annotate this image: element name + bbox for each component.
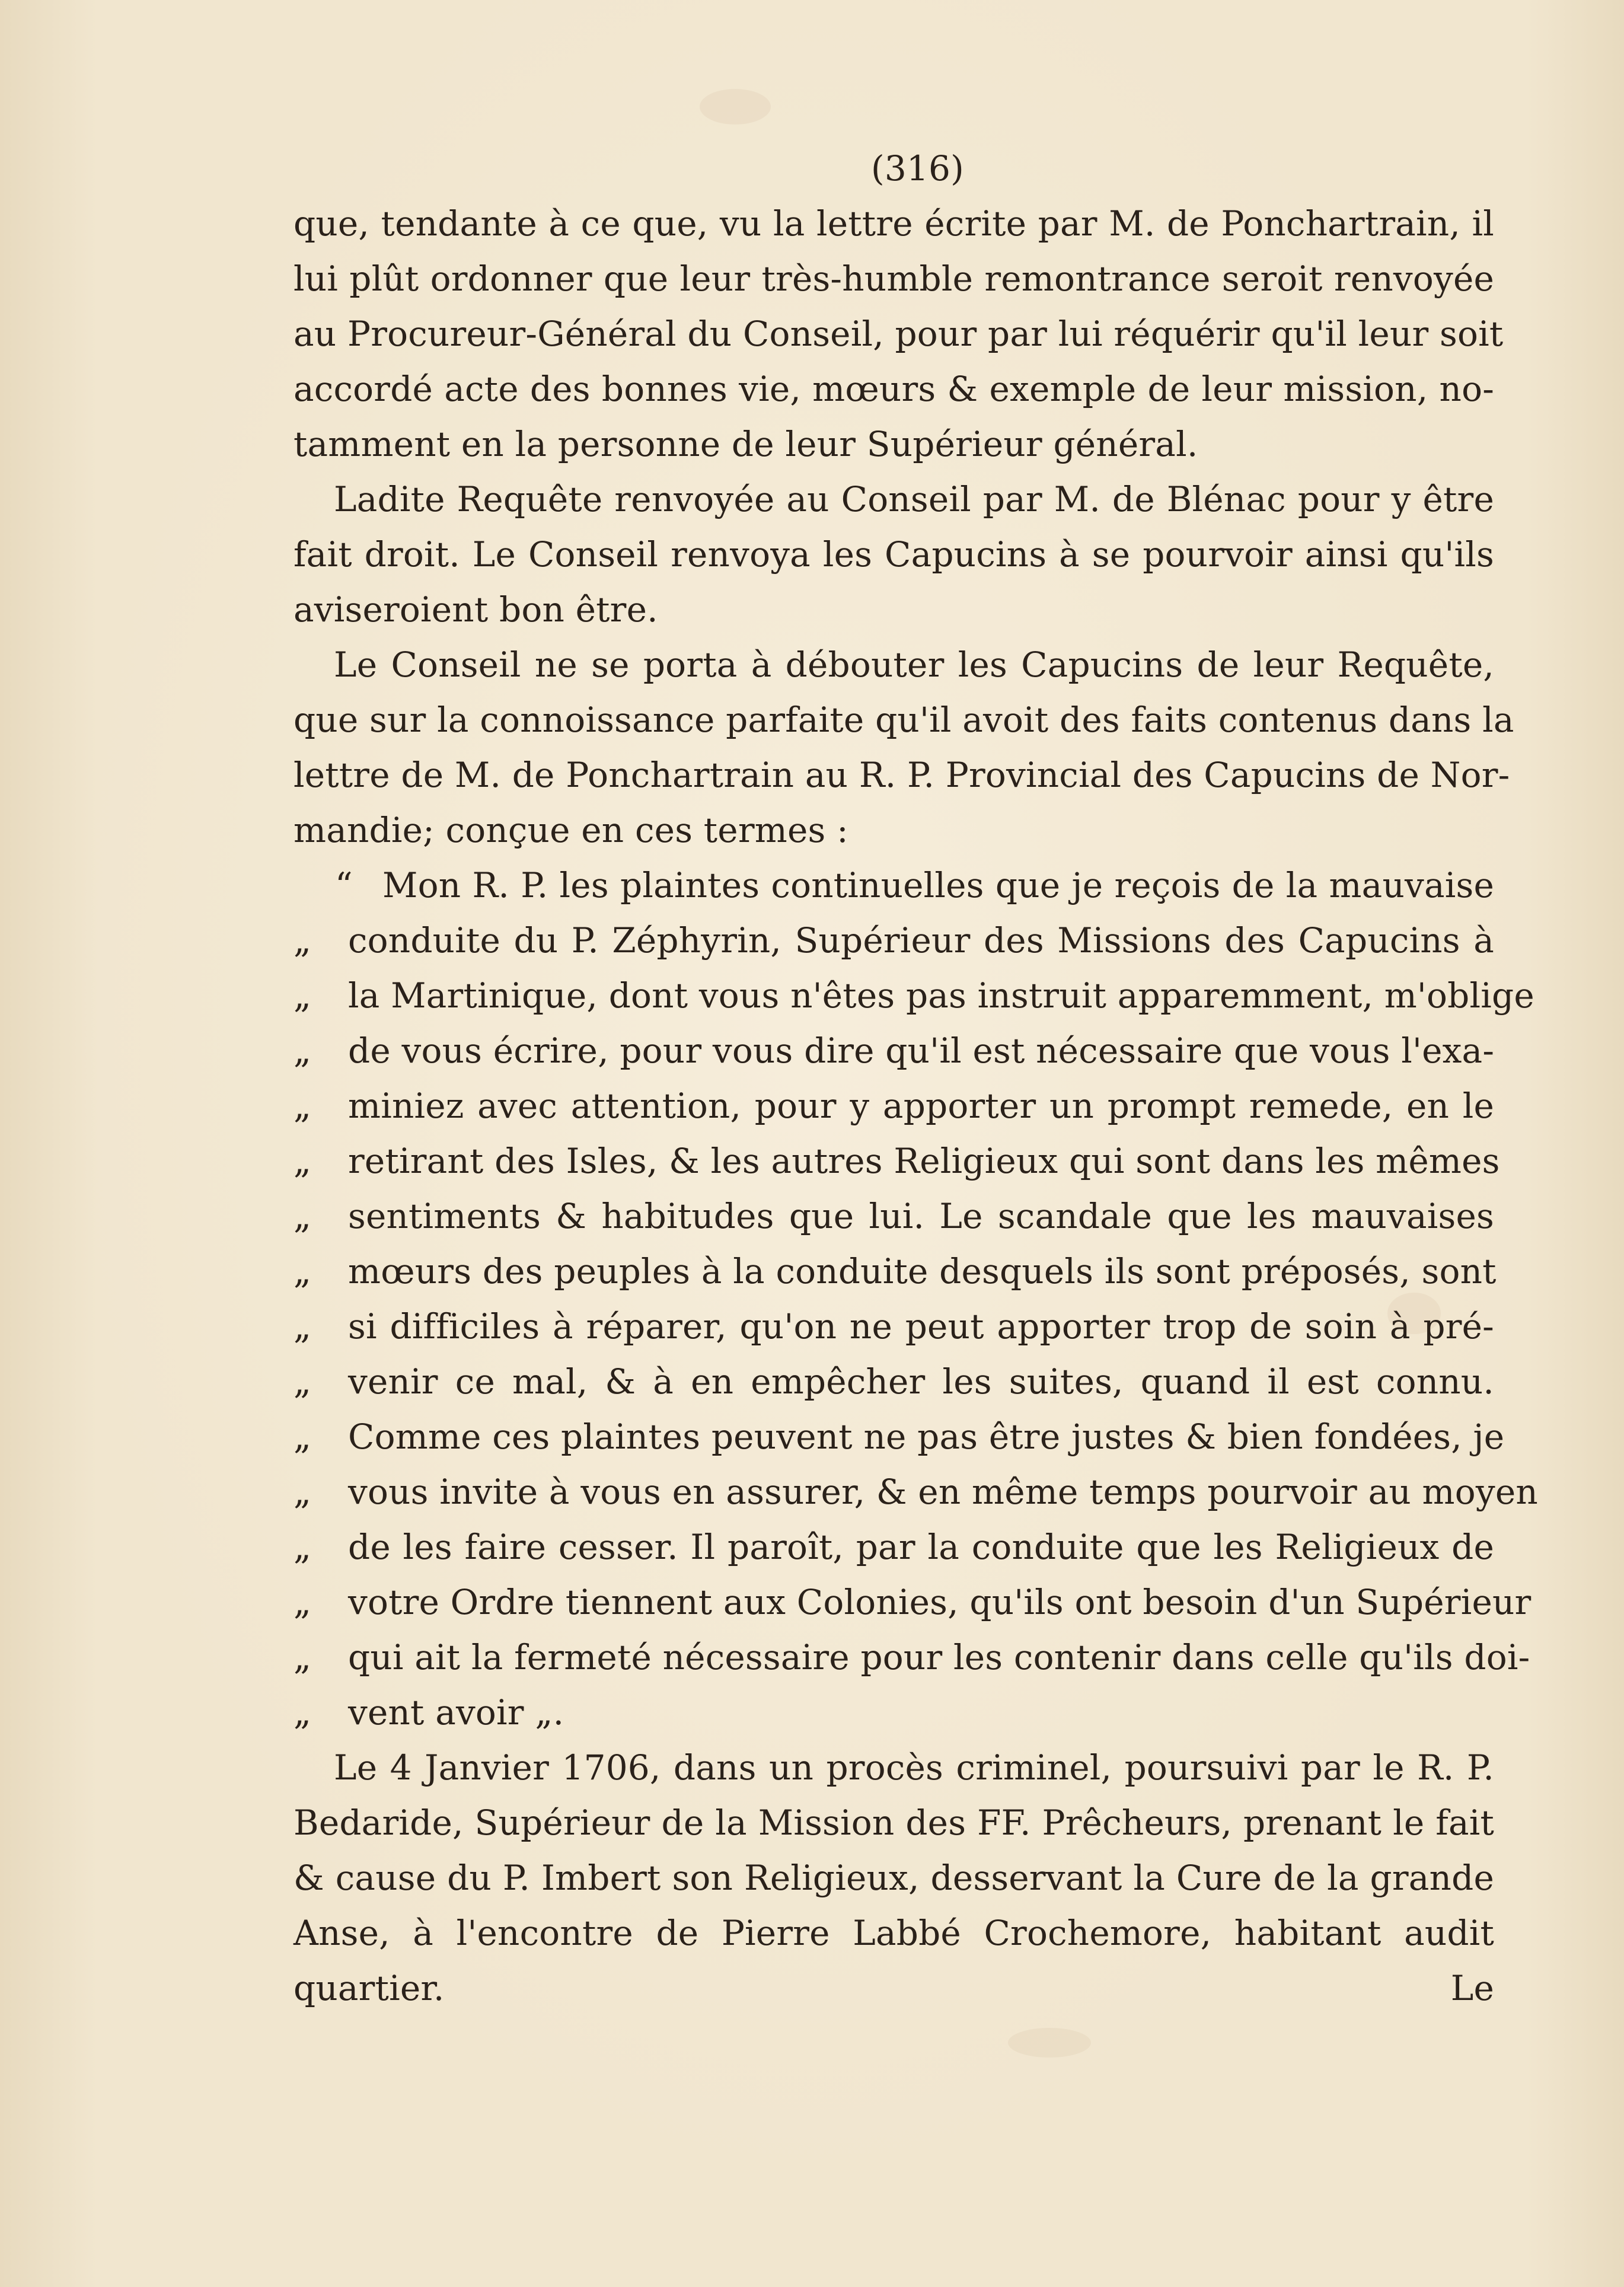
catchword: Le [1450, 1968, 1494, 2008]
quote-mark: „ [293, 1527, 312, 1567]
quote-line [293, 1244, 1497, 1299]
paragraph-line: lettre de M. de Ponchartrain au R. P. Provincial des Capucins de Nor- [293, 755, 1510, 795]
quote-text: miniez avec attention, pour y apporter un prompt remede, en le [348, 1086, 1494, 1126]
paragraph-line: au Procureur-Général du Conseil, pour par lui réquérir qu'il leur soit [293, 314, 1504, 354]
quote-text: si difficiles à réparer, qu'on ne peut apporter trop de soin à pré- [348, 1306, 1494, 1347]
quote-mark: „ [293, 1361, 312, 1402]
paragraph-line: lui plût ordonner que leur très-humble remontrance seroit renvoyée [293, 259, 1494, 299]
paragraph-line: Bedaride, Supérieur de la Mission des FF. Prêcheurs, prenant le fait [293, 1803, 1494, 1843]
page-text [293, 141, 1538, 2016]
quote-line [293, 1520, 1494, 1575]
paragraph-line: & cause du P. Imbert son Religieux, desservant la Cure de la grande [293, 1858, 1494, 1898]
quote-mark: „ [293, 1582, 312, 1622]
quote-line [293, 858, 1494, 913]
quote-text: vent avoir „. [348, 1692, 564, 1733]
quote-mark: „ [293, 1196, 312, 1236]
quote-mark: „ [293, 975, 312, 1016]
quote-line [293, 1409, 1505, 1465]
quote-mark: „ [293, 1306, 312, 1347]
quote-text: qui ait la fermeté nécessaire pour les contenir dans celle qu'ils doi- [348, 1637, 1530, 1677]
quote-mark: „ [293, 920, 312, 961]
quote-text: de vous écrire, pour vous dire qu'il est nécessaire que vous l'exa- [348, 1031, 1495, 1071]
paragraph-line: Anse, à l'encontre de Pierre Labbé Crochemore, habitant audit [293, 1913, 1494, 1953]
quote-mark: „ [293, 1472, 312, 1512]
quote-text: Comme ces plaintes peuvent ne pas être justes & bien fondées, je [348, 1417, 1505, 1457]
quote-text: votre Ordre tiennent aux Colonies, qu'ils ont besoin d'un Supérieur [348, 1582, 1532, 1622]
quote-line [293, 1630, 1530, 1685]
paragraph-line: Ladite Requête renvoyée au Conseil par M. de Blénac pour y être [334, 479, 1494, 519]
quote-text: conduite du P. Zéphyrin, Supérieur des Missions des Capucins à [348, 920, 1494, 961]
paper-stain [1008, 2028, 1091, 2058]
quote-text: de les faire cesser. Il paroît, par la conduite que les Religieux de [348, 1527, 1494, 1567]
quote-text: venir ce mal, & à en empêcher les suites, quand il est connu. [348, 1361, 1494, 1402]
paragraph-line: que sur la connoissance parfaite qu'il avoit des faits contenus dans la [293, 700, 1514, 740]
quote-line [293, 1134, 1500, 1189]
quote-line [293, 1023, 1494, 1079]
quote-line [293, 1189, 1494, 1244]
quote-mark: „ [293, 1637, 312, 1677]
quote-line [293, 968, 1534, 1023]
quote-line [293, 1575, 1532, 1630]
paragraph-line: tamment en la personne de leur Supérieur général. [293, 424, 1198, 464]
paragraph-line: que, tendante à ce que, vu la lettre écrite par M. de Ponchartrain, il [293, 203, 1494, 244]
quote-mark: „ [293, 1692, 312, 1733]
paragraph-line: Le 4 Janvier 1706, dans un procès criminel, poursuivi par le R. P. [334, 1747, 1494, 1788]
quote-line [293, 1465, 1538, 1520]
final-line-row [293, 1961, 1494, 2016]
quote-mark: „ [293, 1141, 312, 1181]
paragraph-line: quartier. [293, 1968, 445, 2008]
quote-line [293, 1354, 1494, 1409]
paper-stain [700, 89, 771, 125]
quote-text: sentiments & habitudes que lui. Le scandale que les mauvaises [348, 1196, 1494, 1236]
paragraph-line: mandie; conçue en ces termes : [293, 810, 848, 850]
quote-mark: „ [293, 1031, 312, 1071]
quote-open-mark: “ [335, 865, 353, 905]
quote-text: vous invite à vous en assurer, & en même temps pourvoir au moyen [348, 1472, 1538, 1512]
quote-line [293, 1685, 1494, 1740]
quote-text: mœurs des peuples à la conduite desquels ils sont préposés, sont [348, 1251, 1497, 1291]
quote-mark: „ [293, 1417, 312, 1457]
quote-text: la Martinique, dont vous n'êtes pas instruit apparemment, m'oblige [348, 975, 1534, 1016]
quote-mark: „ [293, 1086, 312, 1126]
page-number: (316) [871, 148, 964, 189]
quote-text: Mon R. P. les plaintes continuelles que je reçois de la mauvaise [382, 865, 1494, 905]
quote-line [293, 1299, 1494, 1354]
paragraph-line: Le Conseil ne se porta à débouter les Capucins de leur Requête, [334, 645, 1494, 685]
quote-line [293, 1079, 1494, 1134]
quote-mark: „ [293, 1251, 312, 1291]
paragraph-line: fait droit. Le Conseil renvoya les Capucins à se pourvoir ainsi qu'ils [293, 534, 1494, 575]
paragraph-line: accordé acte des bonnes vie, mœurs & exemple de leur mission, no- [293, 369, 1494, 409]
quote-line [293, 913, 1494, 968]
quote-text: retirant des Isles, & les autres Religieux qui sont dans les mêmes [348, 1141, 1500, 1181]
paragraph-line: aviseroient bon être. [293, 589, 658, 630]
